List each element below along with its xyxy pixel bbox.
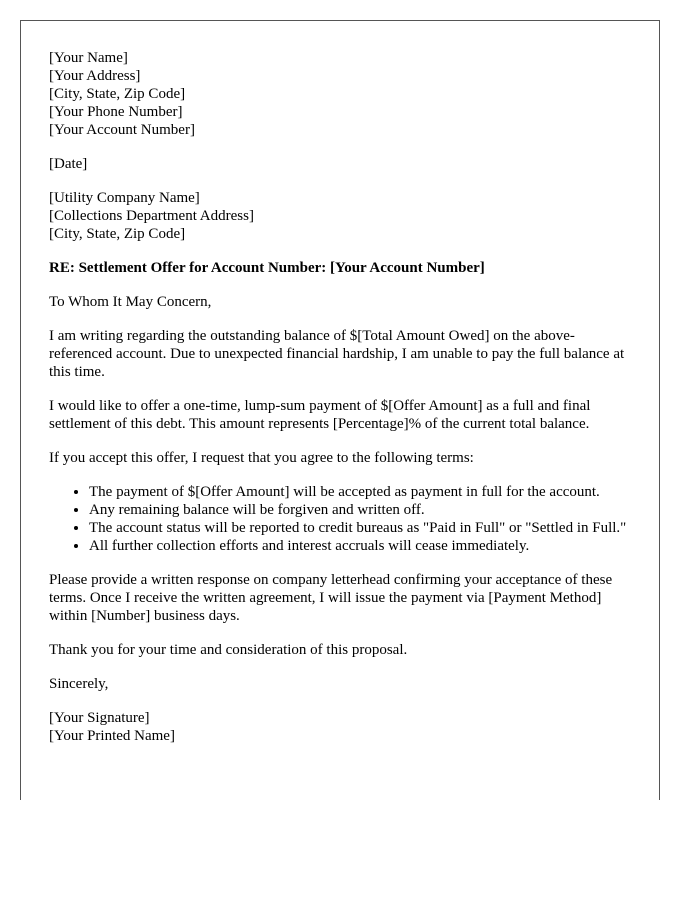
recipient-block [49,189,634,243]
recipient-company: [Utility Company Name] [49,190,200,206]
sender-account: [Your Account Number] [49,122,195,138]
letter-content [49,49,634,761]
terms-list-item: • The payment of $[Offer Amount] will be accepted as payment in full for the account. [89,483,634,501]
sender-city-state-zip: [City, State, Zip Code] [49,86,186,102]
recipient-department-address: [Collections Department Address] [49,208,254,224]
terms-list-item: • All further collection efforts and interest accruals will cease immediately. [89,537,634,555]
terms-list-item: • The account status will be reported to credit bureaus as "Paid in Full" or "Settled in Full." [89,519,634,537]
date-block [49,155,634,173]
closing-paragraph-1: Please provide a written response on company letterhead confirming your acceptance of these terms. Once I receive the written agreement, I will issue the payment via [Payment Method] within [Number] business days. [49,572,613,624]
sender-name: [Your Name] [49,50,128,66]
body-paragraph-1: I am writing regarding the outstanding balance of $[Total Amount Owed] on the above-referenced account. Due to unexpected financial hardship, I am unable to pay the full balance at this time. [49,328,625,380]
sender-block [49,49,634,139]
signature-placeholder: [Your Signature] [49,710,150,726]
terms-list [49,483,634,555]
terms-list-item: • Any remaining balance will be forgiven and written off. [89,501,634,519]
salutation: To Whom It May Concern, [49,294,212,310]
sender-phone: [Your Phone Number] [49,104,183,120]
closing-paragraph-2: Thank you for your time and consideration of this proposal. [49,642,408,658]
subject-line: RE: Settlement Offer for Account Number: [Your Account Number] [49,260,485,276]
printed-name: [Your Printed Name] [49,728,175,744]
signoff: Sincerely, [49,676,109,692]
body-paragraph-2: I would like to offer a one-time, lump-sum payment of $[Offer Amount] as a full and final settlement of this debt. This amount represents [Percentage]% of the current total balance. [49,398,591,432]
letter-page [20,20,660,800]
body-paragraph-3: If you accept this offer, I request that you agree to the following terms: [49,450,474,466]
sender-address: [Your Address] [49,68,141,84]
recipient-city-state-zip: [City, State, Zip Code] [49,226,186,242]
signature-block [49,709,634,745]
letter-date: [Date] [49,156,88,172]
